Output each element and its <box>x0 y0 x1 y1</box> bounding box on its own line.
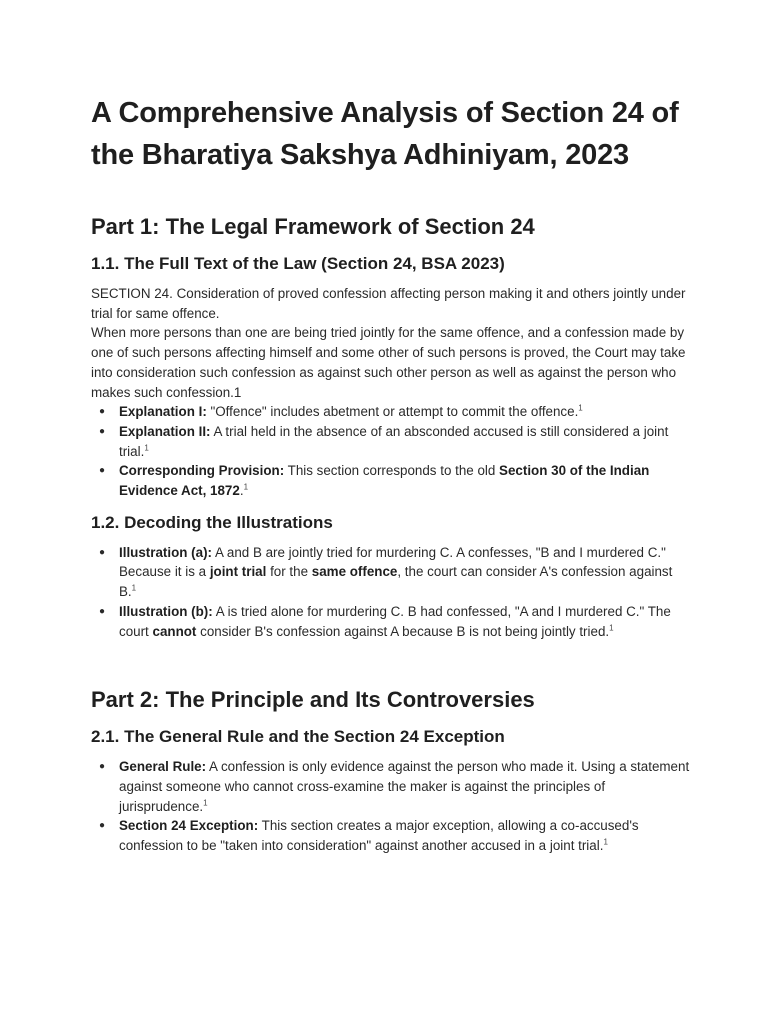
list-item <box>91 543 691 602</box>
item-emphasis: cannot <box>152 623 197 639</box>
bullet-icon: ● <box>99 546 106 558</box>
part2-heading: Part 2: The Principle and Its Controversies <box>91 687 535 713</box>
list-item <box>91 816 691 855</box>
item-label: Illustration (b): <box>119 603 213 619</box>
item-label: Section 24 Exception: <box>119 818 259 834</box>
item-label: Corresponding Provision: <box>119 463 285 479</box>
item-emphasis: Section 30 of the Indian Evidence Act, 1872 <box>119 463 650 499</box>
item-text: , the court can consider A's confession against B. <box>119 564 673 600</box>
section-24-body-text: When more persons than one are being tried jointly for the same offence, and a confession made by one of such persons affecting himself and some other of such persons is proved, the Court may take into consideration such confession as against such other person as well as against the person who makes such confession.1 <box>91 325 686 400</box>
list-item <box>91 402 691 422</box>
item-text: "Offence" includes abetment or attempt to commit the offence. <box>206 404 579 420</box>
document-page <box>91 92 691 856</box>
item-emphasis: same offence <box>311 564 398 580</box>
item-text: A confession is only evidence against the person who made it. Using a statement against someone who cannot cross-examine the maker is against the principles of jurisprudence. <box>119 759 690 814</box>
footnote-ref[interactable]: 1 <box>609 623 614 633</box>
item-label: Illustration (a): <box>119 544 212 560</box>
item-label: General Rule: <box>119 759 207 775</box>
section-24-title-text: SECTION 24. Consideration of proved confession affecting person making it and others jointly under trial for same offence. <box>91 286 686 321</box>
item-text: A is tried alone for murdering C. B had confessed, "A and I murdered C." The court <box>119 603 671 639</box>
list-item <box>91 602 691 641</box>
list-item <box>91 461 691 500</box>
item-text: A and B are jointly tried for murdering C. A confesses, "B and I murdered C." Because it is a <box>119 544 666 580</box>
item-label: Explanation II: <box>119 423 211 439</box>
part1-heading: Part 1: The Legal Framework of Section 24 <box>91 214 535 239</box>
section-1-2-heading: 1.2. Decoding the Illustrations <box>91 512 333 532</box>
section-2-1-heading: 2.1. The General Rule and the Section 24 Exception <box>91 727 505 747</box>
section-1-1-heading: 1.1. The Full Text of the Law (Section 24, BSA 2023) <box>91 254 505 273</box>
bullet-icon: ● <box>99 425 106 437</box>
item-text: This section creates a major exception, allowing a co-accused's confession to be "taken into consideration" against another accused in a joint trial. <box>119 818 639 854</box>
bullet-icon: ● <box>99 465 106 477</box>
bullet-icon: ● <box>99 820 106 832</box>
item-text: consider B's confession against A because B is not being jointly tried. <box>196 623 610 639</box>
footnote-ref[interactable]: 1 <box>131 583 137 593</box>
document-title: A Comprehensive Analysis of Section 24 of the Bharatiya Sakshya Adhiniyam, 2023 <box>91 97 679 171</box>
footnote-ref[interactable]: 1 <box>603 837 608 847</box>
list-item <box>91 757 691 816</box>
bullet-icon: ● <box>99 605 106 617</box>
footnote-ref[interactable]: 1 <box>203 798 208 808</box>
item-emphasis: joint trial <box>209 564 267 580</box>
bullet-icon: ● <box>99 761 106 773</box>
section-1-1-list <box>91 402 691 501</box>
item-text-end: . <box>239 483 244 499</box>
item-text: This section corresponds to the old <box>284 463 500 479</box>
section-1-2-list <box>91 543 691 642</box>
section-2-1-list <box>91 757 691 856</box>
footnote-ref[interactable]: 1 <box>243 482 249 492</box>
footnote-ref[interactable]: 1 <box>578 403 583 413</box>
item-text: for the <box>266 564 312 580</box>
footnote-ref[interactable]: 1 <box>144 443 149 453</box>
item-text: A trial held in the absence of an absconded accused is still considered a joint trial. <box>119 423 669 459</box>
item-label: Explanation I: <box>119 404 207 420</box>
list-item <box>91 422 691 461</box>
bullet-icon: ● <box>99 406 106 418</box>
